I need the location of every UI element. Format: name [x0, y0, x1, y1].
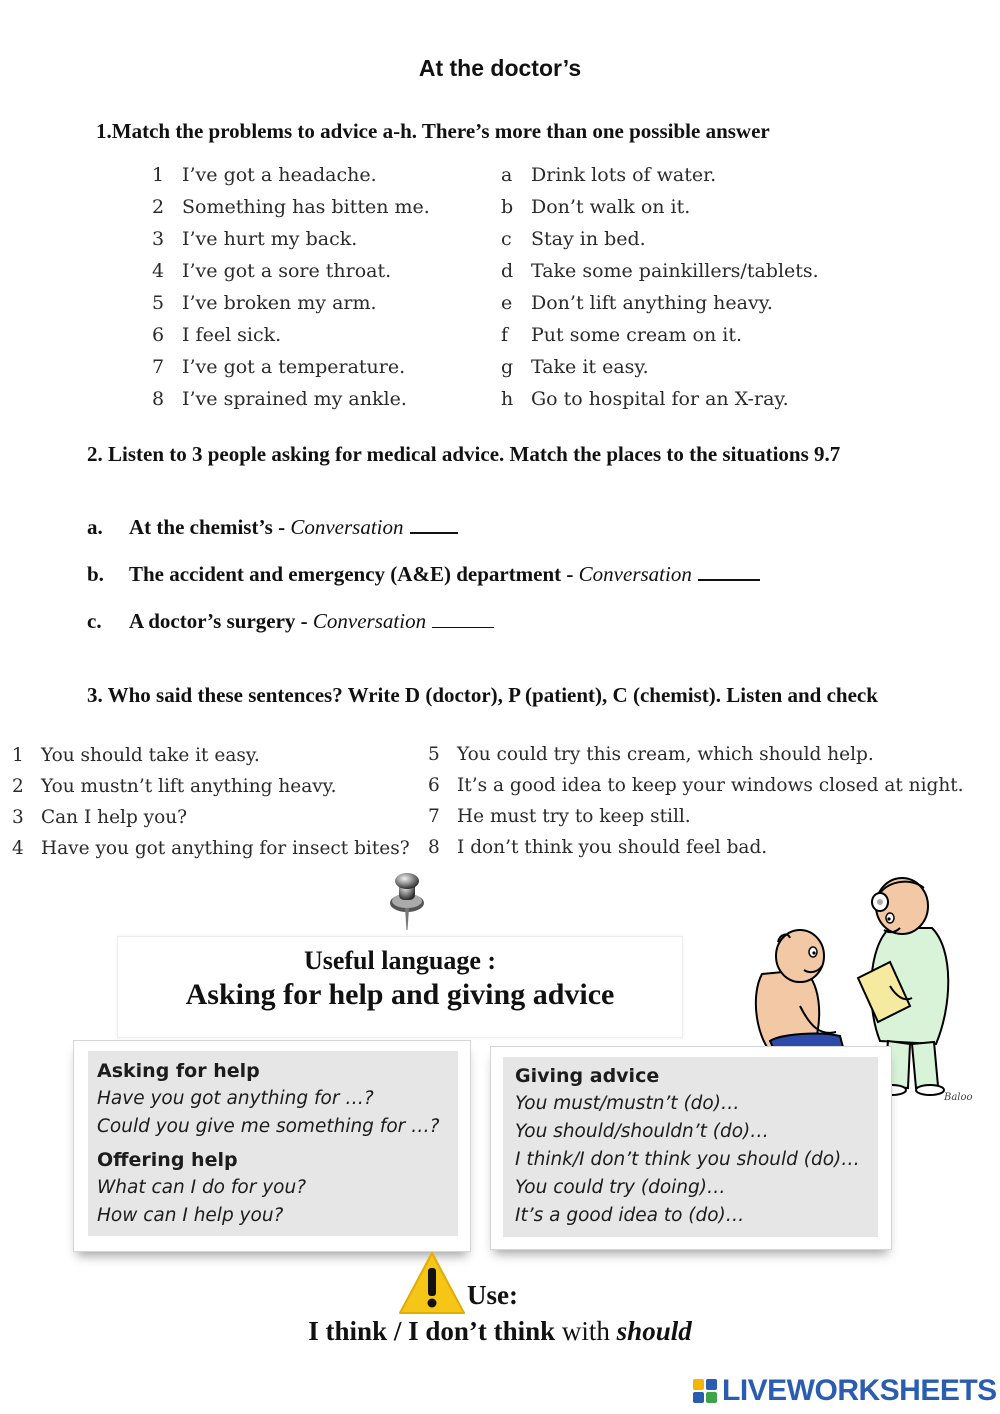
phrase-line: Have you got anything for …? — [97, 1088, 374, 1109]
problem-item: 6 I feel sick. — [152, 324, 282, 346]
sentence-item: 4 Have you got anything for insect bites? — [12, 838, 410, 859]
problem-item: 7 I’ve got a temperature. — [152, 356, 406, 378]
problem-item: 5 I’ve broken my arm. — [152, 292, 377, 314]
sentences-list-right — [428, 739, 964, 863]
advice-item: c Stay in bed. — [501, 228, 646, 250]
sentence-item: 1 You should take it easy. — [12, 745, 260, 766]
problem-item: 4 I’ve got a sore throat. — [152, 260, 392, 282]
sentence-item: 8 I don’t think you should feel bad. — [428, 837, 768, 858]
asking-for-help-card — [73, 1040, 471, 1252]
phrase-line: It’s a good idea to (do)… — [515, 1205, 745, 1226]
phrase-line: What can I do for you? — [97, 1177, 307, 1198]
offering-help-title: Offering help — [97, 1149, 238, 1171]
problems-list — [152, 159, 430, 415]
liveworksheets-logo-text: LIVEWORKSHEETS — [722, 1374, 997, 1407]
problem-item: 2 Something has bitten me. — [152, 196, 430, 218]
exercise-1-heading: 1.Match the problems to advice a-h. There’s more than one possible answer — [96, 119, 770, 143]
sentence-item: 6 It’s a good idea to keep your windows closed at night. — [428, 775, 964, 796]
exercise-3-heading: 3. Who said these sentences? Write D (doctor), P (patient), C (chemist). Listen and check — [87, 683, 878, 707]
sentence-item: 2 You mustn’t lift anything heavy. — [12, 776, 337, 797]
giving-advice-card — [490, 1046, 892, 1250]
liveworksheets-logo-icon — [692, 1378, 718, 1404]
phrase-line: You could try (doing)… — [515, 1177, 726, 1198]
phrase-line: You must/mustn’t (do)… — [515, 1093, 740, 1114]
warning-icon — [398, 1250, 466, 1316]
page-title: At the doctor’s — [418, 55, 582, 81]
advice-item: a Drink lots of water. — [501, 164, 717, 186]
phrase-line: I think/I don’t think you should (do)… — [515, 1149, 860, 1170]
exercise-2-heading: 2. Listen to 3 people asking for medical advice. Match the places to the situations 9.7 — [87, 442, 841, 466]
answer-blank[interactable] — [410, 514, 458, 534]
liveworksheets-logo — [692, 1374, 997, 1408]
use-label: Use: — [467, 1280, 518, 1310]
grammar-rule: I think / I don’t think with should — [308, 1316, 692, 1346]
problem-item: 3 I’ve hurt my back. — [152, 228, 358, 250]
useful-language-title: Useful language : — [303, 946, 497, 975]
place-item: c. A doctor’s surgery - Conversation — [87, 608, 494, 634]
svg-text:Baloo: Baloo — [944, 1092, 973, 1101]
sentence-item: 5 You could try this cream, which should help. — [428, 744, 874, 765]
advice-item: f Put some cream on it. — [501, 324, 743, 346]
phrase-line: How can I help you? — [97, 1205, 284, 1226]
answer-blank[interactable] — [432, 608, 494, 628]
phrase-line: You should/shouldn’t (do)… — [515, 1121, 769, 1142]
sentence-item: 3 Can I help you? — [12, 807, 188, 828]
advice-item: g Take it easy. — [501, 356, 649, 378]
answer-blank[interactable] — [698, 561, 760, 581]
phrase-line: Could you give me something for …? — [97, 1116, 440, 1137]
sentence-item: 7 He must try to keep still. — [428, 806, 691, 827]
advice-item: e Don’t lift anything heavy. — [501, 292, 773, 314]
advice-item: d Take some painkillers/tablets. — [501, 260, 819, 282]
asking-for-help-title: Asking for help — [97, 1060, 260, 1082]
useful-language-subtitle: Asking for help and giving advice — [185, 978, 615, 1011]
problem-item: 1 I’ve got a headache. — [152, 164, 377, 186]
push-pin-icon — [383, 870, 431, 932]
giving-advice-title: Giving advice — [515, 1065, 660, 1087]
asking-for-help-panel — [88, 1051, 458, 1236]
place-item: a. At the chemist’s - Conversation — [87, 514, 458, 540]
giving-advice-panel — [503, 1057, 878, 1237]
advice-item: b Don’t walk on it. — [501, 196, 691, 218]
advice-list — [501, 159, 819, 415]
place-item: b. The accident and emergency (A&E) department - Conversation — [87, 561, 760, 587]
sentences-list-left — [12, 740, 410, 864]
problem-item: 8 I’ve sprained my ankle. — [152, 388, 407, 410]
advice-item: h Go to hospital for an X-ray. — [501, 388, 789, 410]
useful-language-box — [117, 936, 683, 1038]
